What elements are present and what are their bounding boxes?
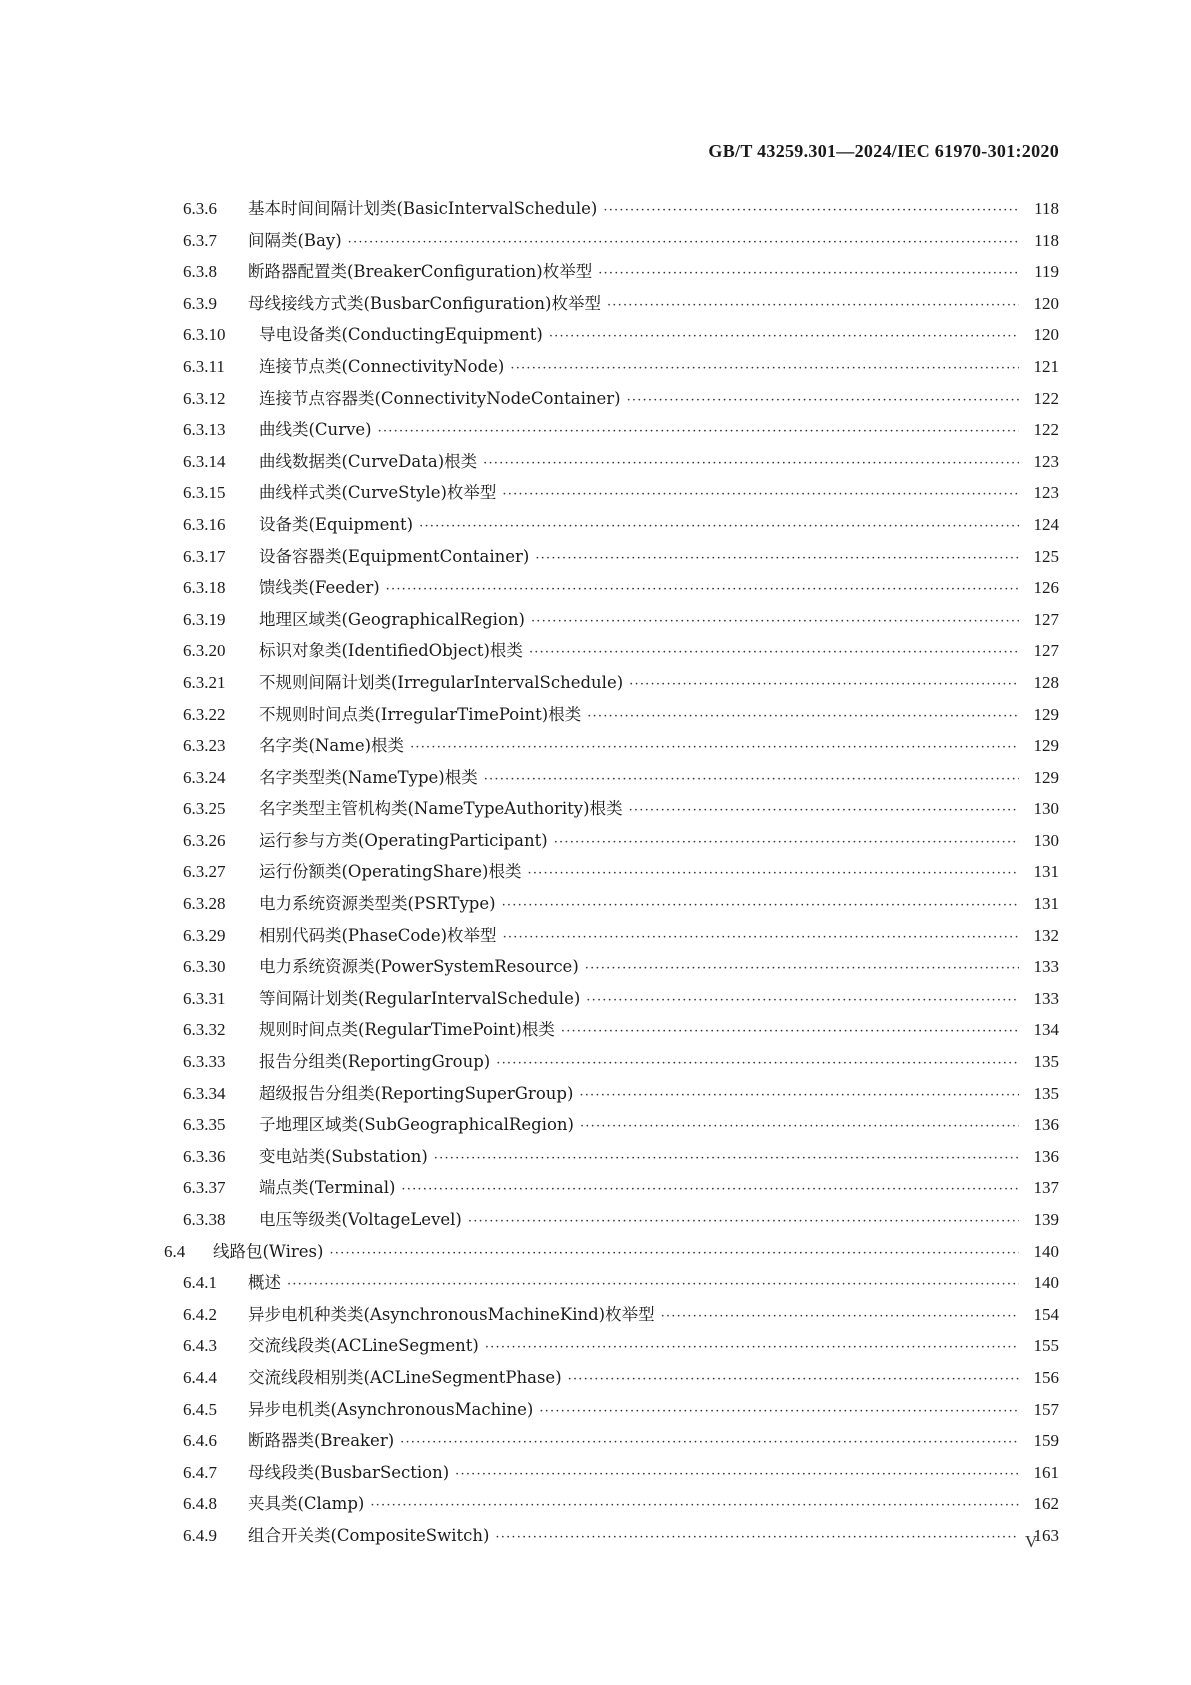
toc-entry[interactable] (183, 699, 1059, 731)
toc-entry-number: 6.3.38 (183, 1210, 226, 1229)
toc-entry[interactable] (183, 225, 1059, 257)
toc-entry-page: 161 (1033, 1462, 1059, 1482)
dot-leader (661, 1301, 1019, 1333)
dot-leader (434, 1143, 1019, 1175)
toc-entry[interactable] (183, 193, 1059, 225)
toc-entry-page: 133 (1033, 988, 1059, 1008)
toc-entry-number: 6.3.31 (183, 988, 226, 1008)
toc-entry-title: 等间隔计划类(RegularIntervalSchedule) (259, 988, 581, 1008)
dot-leader (549, 321, 1019, 353)
toc-entry-title: 相别代码类(PhaseCode)枚举型 (259, 925, 497, 945)
dot-leader (483, 448, 1019, 480)
toc-entry-number: 6.4.2 (183, 1304, 217, 1324)
toc-entry[interactable] (183, 1362, 1059, 1394)
toc-entry-page: 163 (1033, 1525, 1059, 1545)
toc-entry-title: 电力系统资源类(PowerSystemResource) (259, 957, 579, 977)
toc-entry-page: 119 (1034, 262, 1059, 282)
toc-entry-page: 137 (1033, 1178, 1059, 1198)
toc-entry-number: 6.3.34 (183, 1083, 226, 1103)
toc-entry-number: 6.3.24 (183, 767, 226, 787)
toc-entry[interactable] (183, 730, 1059, 762)
dot-leader (496, 1048, 1019, 1080)
toc-entry-number: 6.3.10 (183, 325, 226, 345)
toc-entry[interactable] (183, 604, 1059, 636)
toc-entry[interactable] (183, 572, 1059, 604)
toc-entry[interactable] (183, 319, 1059, 351)
toc-entry-title: 间隔类(Bay) (248, 230, 342, 250)
toc-entry-page: 118 (1034, 199, 1059, 218)
dot-leader (468, 1206, 1019, 1238)
toc-entry-title: 变电站类(Substation) (259, 1146, 428, 1166)
toc-entry[interactable] (183, 667, 1059, 699)
dot-leader (401, 1174, 1019, 1206)
toc-entry-page: 122 (1033, 388, 1059, 408)
dot-leader (510, 353, 1019, 385)
toc-entry-title: 线路包(Wires) (213, 1241, 324, 1261)
toc-entry-page: 132 (1033, 925, 1059, 945)
toc-entry[interactable] (183, 446, 1059, 478)
toc-entry[interactable] (183, 1457, 1059, 1489)
toc-entry[interactable] (183, 383, 1059, 415)
dot-leader (370, 1490, 1019, 1522)
toc-entry-number: 6.3.21 (183, 672, 226, 692)
toc-entry-page: 135 (1033, 1083, 1059, 1103)
toc-entry-page: 135 (1033, 1052, 1059, 1072)
dot-leader (554, 827, 1019, 859)
toc-entry-title: 交流线段相别类(ACLineSegmentPhase) (248, 1367, 562, 1387)
toc-entry[interactable] (183, 1520, 1059, 1552)
toc-entry-title: 断路器类(Breaker) (248, 1431, 395, 1451)
toc-entry-page: 140 (1033, 1273, 1059, 1293)
dot-leader (348, 227, 1019, 259)
toc-entry-title: 名字类型主管机构类(NameTypeAuthority)根类 (259, 799, 623, 819)
toc-entry[interactable] (164, 1236, 1059, 1268)
toc-entry-number: 6.3.29 (183, 925, 226, 945)
toc-entry[interactable] (183, 1267, 1059, 1299)
dot-leader (410, 732, 1019, 764)
toc-entry-title: 夹具类(Clamp) (248, 1494, 365, 1514)
toc-entry-page: 140 (1033, 1241, 1059, 1261)
toc-entry-title: 异步电机类(AsynchronousMachine) (248, 1399, 534, 1419)
toc-entry[interactable] (183, 888, 1059, 920)
toc-entry-number: 6.3.30 (183, 957, 226, 977)
toc-entry-number: 6.4.8 (183, 1494, 217, 1514)
toc-entry-title: 超级报告分组类(ReportingSuperGroup) (259, 1083, 574, 1103)
toc-entry-title: 不规则间隔计划类(IrregularIntervalSchedule) (259, 672, 624, 692)
toc-entry[interactable] (183, 983, 1059, 1015)
toc-entry-number: 6.4.1 (183, 1273, 217, 1293)
toc-entry[interactable] (183, 856, 1059, 888)
toc-entry-page: 127 (1033, 641, 1059, 661)
toc-entry-page: 136 (1033, 1146, 1059, 1166)
toc-entry-title: 设备类(Equipment) (259, 514, 414, 534)
toc-entry-page: 155 (1033, 1336, 1059, 1356)
dot-leader (419, 511, 1019, 543)
toc-entry-number: 6.3.36 (183, 1146, 226, 1166)
document-code-header: GB/T 43259.301—2024/IEC 61970-301:2020 (708, 141, 1059, 161)
toc-entry-number: 6.3.13 (183, 420, 226, 440)
toc-entry-page: 136 (1033, 1115, 1059, 1135)
page-number: V (1025, 1532, 1038, 1551)
dot-leader (561, 1016, 1019, 1048)
toc-entry-page: 133 (1033, 957, 1059, 977)
dot-leader (603, 195, 1019, 227)
toc-entry-title: 报告分组类(ReportingGroup) (259, 1052, 491, 1072)
toc-entry-number: 6.3.32 (183, 1020, 226, 1040)
toc-entry[interactable] (183, 414, 1059, 446)
toc-entry-number: 6.3.18 (183, 578, 226, 598)
toc-entry-page: 124 (1033, 514, 1059, 534)
toc-entry-number: 6.4.3 (183, 1336, 217, 1356)
toc-entry[interactable] (183, 1204, 1059, 1236)
toc-entry[interactable] (183, 793, 1059, 825)
dot-leader (485, 1332, 1019, 1364)
toc-entry-page: 125 (1033, 546, 1059, 566)
toc-entry[interactable] (183, 351, 1059, 383)
toc-entry-number: 6.3.22 (183, 704, 226, 724)
toc-entry-number: 6.3.27 (183, 862, 226, 882)
toc-entry-page: 123 (1033, 483, 1059, 503)
toc-entry-page: 127 (1033, 609, 1059, 629)
toc-entry-number: 6.4.7 (183, 1462, 217, 1482)
toc-entry-page: 120 (1033, 293, 1059, 313)
toc-entry-title: 曲线数据类(CurveData)根类 (259, 451, 478, 471)
dot-leader (527, 858, 1019, 890)
dot-leader (585, 953, 1019, 985)
dot-leader (579, 1080, 1019, 1112)
toc-entry-page: 156 (1033, 1367, 1059, 1387)
toc-entry-title: 名字类(Name)根类 (259, 736, 405, 756)
toc-entry-number: 6.3.15 (183, 483, 226, 503)
toc-entry[interactable] (183, 762, 1059, 794)
toc-entry[interactable] (183, 1172, 1059, 1204)
toc-entry[interactable] (183, 509, 1059, 541)
toc-entry-title: 电力系统资源类型类(PSRType) (259, 894, 496, 914)
dot-leader (535, 543, 1019, 575)
toc-entry[interactable] (183, 1078, 1059, 1110)
dot-leader (484, 764, 1019, 796)
table-of-contents (164, 193, 1059, 1552)
toc-entry-page: 162 (1033, 1494, 1059, 1514)
toc-entry-number: 6.3.19 (183, 609, 226, 629)
dot-leader (587, 701, 1019, 733)
toc-entry-number: 6.3.25 (183, 799, 226, 819)
toc-entry-title: 连接节点类(ConnectivityNode) (259, 356, 505, 376)
toc-entry-number: 6.4 (164, 1241, 186, 1261)
toc-entry-number: 6.3.33 (183, 1052, 226, 1072)
toc-entry-page: 123 (1033, 451, 1059, 471)
toc-entry-page: 159 (1033, 1431, 1059, 1451)
toc-entry-page: 128 (1033, 672, 1059, 692)
toc-entry-page: 122 (1033, 420, 1059, 440)
toc-entry-title: 导电设备类(ConductingEquipment) (259, 325, 543, 345)
toc-entry[interactable] (183, 635, 1059, 667)
dot-leader (539, 1396, 1019, 1428)
dot-leader (586, 985, 1019, 1017)
toc-entry-title: 电压等级类(VoltageLevel) (259, 1210, 462, 1229)
dot-leader (529, 637, 1019, 669)
dot-leader (568, 1364, 1019, 1396)
toc-entry-page: 121 (1033, 356, 1059, 376)
dot-leader (287, 1269, 1019, 1301)
toc-entry-number: 6.3.20 (183, 641, 226, 661)
toc-entry-page: 131 (1033, 862, 1059, 882)
toc-entry-page: 129 (1033, 767, 1059, 787)
toc-entry[interactable] (183, 288, 1059, 320)
toc-entry-number: 6.3.14 (183, 451, 226, 471)
dot-leader (329, 1238, 1019, 1270)
toc-entry-title: 母线段类(BusbarSection) (248, 1462, 450, 1482)
dot-leader (495, 1522, 1019, 1554)
dot-leader (580, 1111, 1019, 1143)
toc-entry-title: 基本时间间隔计划类(BasicIntervalSchedule) (248, 199, 598, 218)
toc-entry-number: 6.4.6 (183, 1431, 217, 1451)
toc-entry[interactable] (183, 1299, 1059, 1331)
toc-entry[interactable] (183, 825, 1059, 857)
toc-entry[interactable] (183, 477, 1059, 509)
dot-leader (629, 669, 1019, 701)
dot-leader (629, 795, 1019, 827)
toc-entry[interactable] (183, 1014, 1059, 1046)
toc-entry-number: 6.3.28 (183, 894, 226, 914)
toc-entry-title: 组合开关类(CompositeSwitch) (248, 1525, 490, 1545)
toc-entry-title: 异步电机种类类(AsynchronousMachineKind)枚举型 (248, 1304, 655, 1324)
toc-entry[interactable] (183, 1109, 1059, 1141)
toc-entry-title: 地理区域类(GeographicalRegion) (259, 609, 525, 629)
toc-entry-page: 139 (1033, 1210, 1059, 1229)
dot-leader (502, 479, 1019, 511)
toc-entry-title: 连接节点容器类(ConnectivityNodeContainer) (259, 388, 621, 408)
toc-entry-page: 118 (1034, 230, 1059, 250)
toc-entry-number: 6.3.9 (183, 293, 217, 313)
toc-entry[interactable] (183, 920, 1059, 952)
toc-entry-title: 母线接线方式类(BusbarConfiguration)枚举型 (248, 293, 601, 313)
toc-entry-title: 不规则时间点类(IrregularTimePoint)根类 (259, 704, 582, 724)
toc-entry-title: 曲线样式类(CurveStyle)枚举型 (259, 483, 497, 503)
toc-entry-number: 6.3.6 (183, 199, 217, 218)
toc-entry[interactable] (183, 1425, 1059, 1457)
toc-entry[interactable] (183, 951, 1059, 983)
toc-entry[interactable] (183, 541, 1059, 573)
dot-leader (502, 890, 1019, 922)
dot-leader (378, 416, 1019, 448)
toc-entry-page: 126 (1033, 578, 1059, 598)
toc-entry-page: 130 (1033, 799, 1059, 819)
dot-leader (386, 574, 1019, 606)
toc-entry-title: 馈线类(Feeder) (259, 578, 380, 598)
toc-entry-title: 规则时间点类(RegularTimePoint)根类 (259, 1020, 555, 1040)
toc-entry-number: 6.3.12 (183, 388, 226, 408)
toc-entry-number: 6.3.16 (183, 514, 226, 534)
toc-entry-page: 134 (1033, 1020, 1059, 1040)
toc-entry-number: 6.3.11 (183, 356, 225, 376)
toc-entry-page: 129 (1033, 704, 1059, 724)
toc-entry-number: 6.3.23 (183, 736, 226, 756)
toc-entry[interactable] (183, 1046, 1059, 1078)
dot-leader (598, 258, 1019, 290)
toc-entry-page: 130 (1033, 830, 1059, 850)
toc-entry-number: 6.3.17 (183, 546, 226, 566)
toc-entry[interactable] (183, 1141, 1059, 1173)
dot-leader (400, 1427, 1019, 1459)
toc-entry-title: 概述 (248, 1273, 281, 1293)
toc-entry-title: 子地理区域类(SubGeographicalRegion) (259, 1115, 574, 1135)
toc-entry-page: 120 (1033, 325, 1059, 345)
toc-entry-number: 6.4.5 (183, 1399, 217, 1419)
toc-entry-number: 6.3.7 (183, 230, 217, 250)
toc-entry-page: 129 (1033, 736, 1059, 756)
toc-entry-number: 6.4.4 (183, 1367, 217, 1387)
toc-entry-title: 断路器配置类(BreakerConfiguration)枚举型 (248, 262, 593, 282)
toc-entry-title: 运行份额类(OperatingShare)根类 (259, 862, 522, 882)
toc-entry-title: 交流线段类(ACLineSegment) (248, 1336, 479, 1356)
toc-entry-title: 端点类(Terminal) (259, 1178, 396, 1198)
toc-entry[interactable] (183, 1330, 1059, 1362)
toc-entry-page: 154 (1033, 1304, 1059, 1324)
toc-entry-title: 设备容器类(EquipmentContainer) (259, 546, 530, 566)
toc-entry-number: 6.3.26 (183, 830, 226, 850)
toc-entry-number: 6.3.35 (183, 1115, 226, 1135)
dot-leader (531, 606, 1019, 638)
dot-leader (607, 290, 1019, 322)
dot-leader (627, 385, 1019, 417)
toc-entry-number: 6.3.8 (183, 262, 217, 282)
toc-entry-title: 运行参与方类(OperatingParticipant) (259, 830, 548, 850)
toc-entry-title: 标识对象类(IdentifiedObject)根类 (259, 641, 523, 661)
toc-entry[interactable] (183, 1394, 1059, 1426)
toc-entry[interactable] (183, 256, 1059, 288)
toc-entry-title: 名字类型类(NameType)根类 (259, 767, 478, 787)
toc-entry-page: 157 (1033, 1399, 1059, 1419)
toc-entry[interactable] (183, 1488, 1059, 1520)
dot-leader (455, 1459, 1019, 1491)
toc-entry-number: 6.3.37 (183, 1178, 226, 1198)
toc-entry-number: 6.4.9 (183, 1525, 217, 1545)
toc-entry-title: 曲线类(Curve) (259, 420, 372, 440)
toc-entry-page: 131 (1033, 894, 1059, 914)
dot-leader (503, 922, 1019, 954)
